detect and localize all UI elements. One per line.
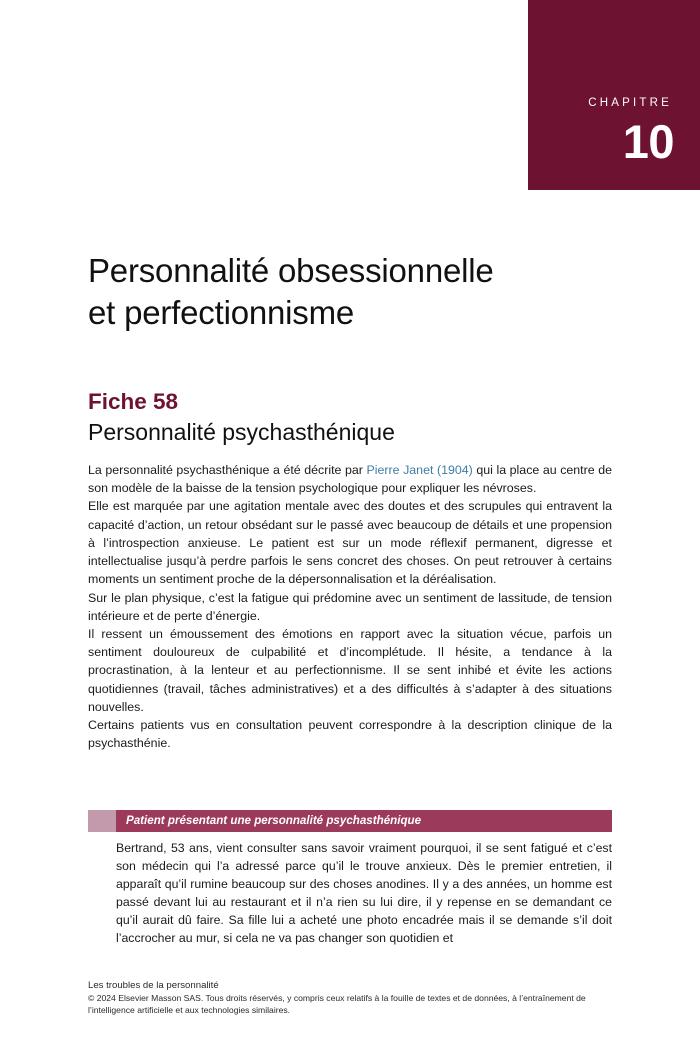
paragraph-1-lead: La personnalité psychasthénique a été décrite par bbox=[88, 462, 367, 477]
case-study-accent-bar bbox=[88, 810, 116, 832]
running-title: Les troubles de la personnalité bbox=[88, 980, 219, 992]
page-title bbox=[88, 250, 648, 334]
chapter-banner bbox=[528, 0, 700, 190]
paragraph-2: Elle est marquée par une agitation mentale avec des doutes et des scrupules qui entravent la capacité d’action, un retour obsédant sur le passé avec beaucoup de détails et une propension à l’introspection anxieuse. Le patient est sur un mode réflexif permanent, digresse et intellectualise jusqu’à perdre parfois le sens concret des choses. On peut retrouver à certains moments un sentiment proche de la dépersonnalisation et la déréalisation. bbox=[88, 499, 612, 587]
paragraph-5: Certains patients vus en consultation peuvent correspondre à la description clinique de la psychasthénie. bbox=[88, 718, 612, 751]
reference-link[interactable]: Pierre Janet (1904) bbox=[366, 462, 473, 477]
case-study-header bbox=[88, 810, 612, 832]
case-study-title: Patient présentant une personnalité psychasthénique bbox=[116, 810, 612, 832]
page-title-line-2: et perfectionnisme bbox=[88, 294, 355, 332]
copyright-notice: © 2024 Elsevier Masson SAS. Tous droits réservés, y compris ceux relatifs à la fouille de textes et de données, à l’entraînement de l’intelligence artificielle et aux technologies similaires. bbox=[88, 993, 586, 1016]
page-title-line-1: Personnalité obsessionnelle bbox=[88, 252, 494, 290]
fiche-title: Personnalité psychasthénique bbox=[88, 419, 395, 446]
case-study-text: Bertrand, 53 ans, vient consulter sans savoir vraiment pourquoi, il se sent fatigué et c’est son médecin qui l’a adressé parce qu’il le trouve anxieux. Dès le premier entretien, il apparaît qu’il rumine beaucoup sur des choses anodines. Il y a des années, un homme est passé devant lui au restaurant et il n’a rien su lui dire, il y repense en se demandant ce qu’il aurait dû faire. Sa fille lui a acheté une photo encadrée mais il se demande s’il doit l’accrocher au mur, si cela ne va pas changer son quotidien et bbox=[116, 841, 612, 946]
paragraph-3: Sur le plan physique, c’est la fatigue qui prédomine avec un sentiment de lassitude, de tension intérieure et de perte d’énergie. bbox=[88, 590, 612, 623]
paragraph-1 bbox=[88, 461, 612, 497]
chapter-label: CHAPITRE bbox=[588, 97, 672, 109]
paragraph-4: Il ressent un émoussement des émotions en rapport avec la situation vécue, parfois un sentiment douloureux de culpabilité et d’incomplétude. Il hésite, a tendance à la procrastination, à la lenteur et au perfectionnisme. Il se sent inhibé et évite les actions quotidiennes (travail, tâches administratives) et a des difficultés à s’adapter à des situations nouvelles. bbox=[88, 626, 612, 714]
body-text bbox=[88, 461, 612, 753]
page-footer bbox=[88, 980, 628, 1017]
chapter-number: 10 bbox=[622, 115, 674, 168]
case-study-box bbox=[88, 810, 612, 947]
paragraph-1-tail: qui la place au centre de son modèle de la baisse de la tension psychologique pour expliquer les névroses. bbox=[88, 462, 612, 496]
fiche-section bbox=[88, 388, 612, 753]
fiche-number: Fiche 58 bbox=[88, 389, 179, 414]
